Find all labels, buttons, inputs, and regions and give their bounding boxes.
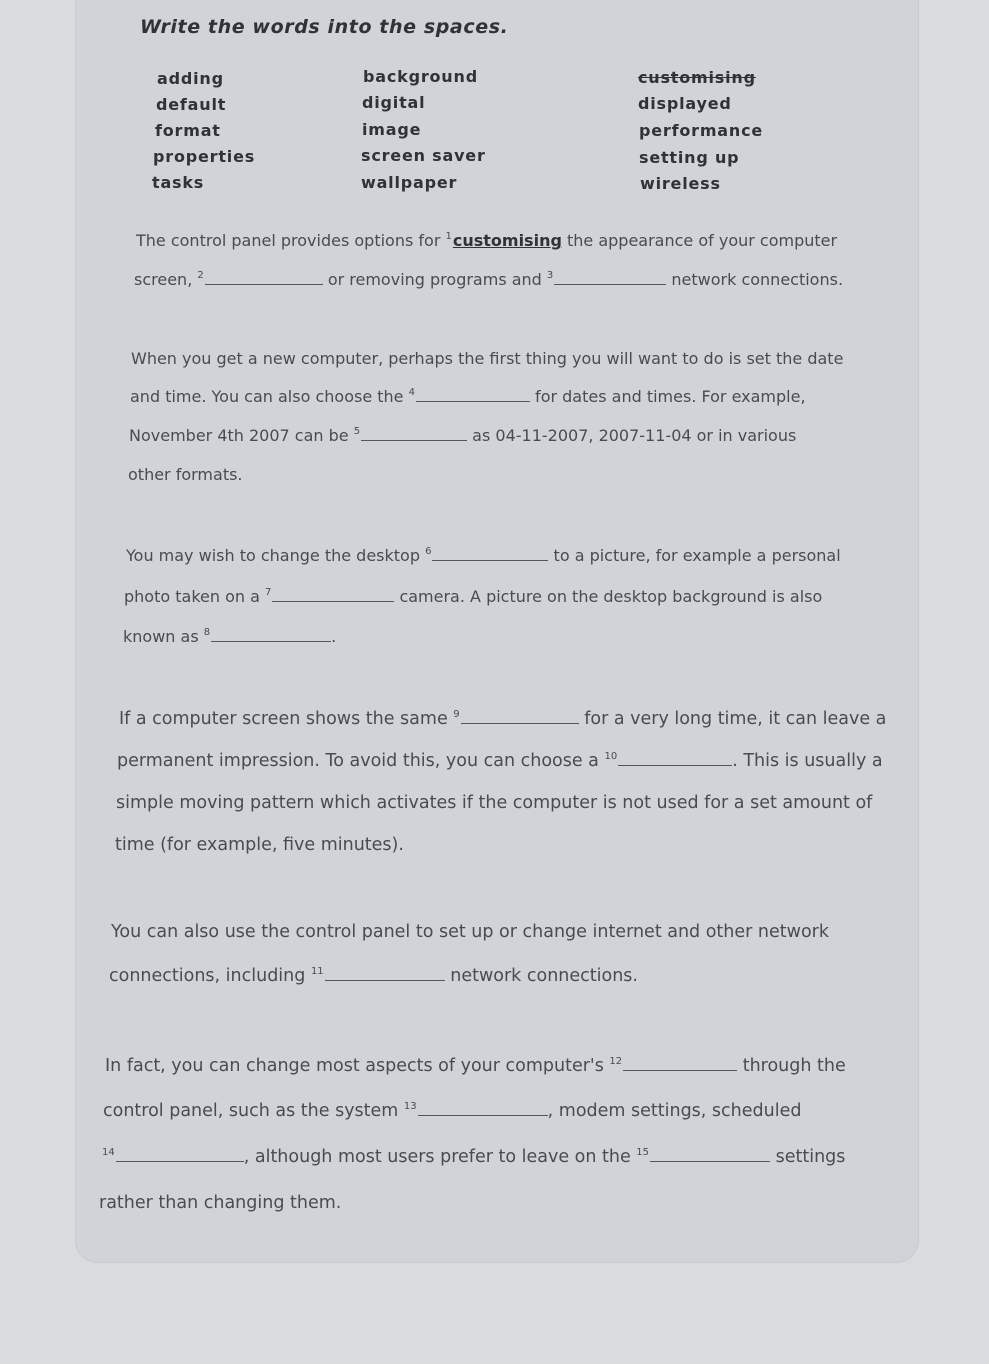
blank-5[interactable] bbox=[361, 426, 467, 441]
word-background: background bbox=[363, 67, 478, 86]
blank-2[interactable] bbox=[205, 270, 323, 285]
blank-4[interactable] bbox=[416, 387, 530, 402]
p2-line2 bbox=[130, 387, 806, 406]
text-span: settings bbox=[770, 1147, 846, 1167]
word-displayed: displayed bbox=[638, 94, 732, 113]
blank-number: 7 bbox=[264, 587, 272, 598]
text-span: photo taken on a bbox=[124, 587, 265, 606]
blank-number: 11 bbox=[310, 966, 324, 977]
text-span: and time. You can also choose the bbox=[130, 387, 409, 406]
blank-13[interactable] bbox=[418, 1101, 548, 1116]
p6-line4: rather than changing them. bbox=[99, 1193, 342, 1213]
text-span: , modem settings, scheduled bbox=[547, 1101, 802, 1121]
blank-7[interactable] bbox=[272, 587, 394, 602]
blank-number: 6 bbox=[425, 546, 432, 557]
text-span: screen, bbox=[134, 270, 198, 289]
exercise-title: Write the words into the spaces. bbox=[140, 16, 509, 38]
word-image: image bbox=[362, 120, 422, 139]
text-span: connections, including bbox=[109, 966, 311, 986]
p3-line2 bbox=[124, 587, 822, 606]
text-span: . This is usually a bbox=[732, 751, 883, 771]
blank-8[interactable] bbox=[211, 627, 331, 642]
word-format: format bbox=[155, 121, 221, 140]
word-properties: properties bbox=[153, 147, 256, 166]
p3-line3 bbox=[123, 627, 336, 646]
p2-line1: When you get a new computer, perhaps the first thing you will want to do is set the date bbox=[131, 349, 844, 368]
text-span: , although most users prefer to leave on the bbox=[243, 1147, 637, 1167]
text-span: The control panel provides options for bbox=[136, 231, 446, 250]
p4-line4: time (for example, five minutes). bbox=[115, 835, 404, 855]
word-customising: customising bbox=[638, 68, 756, 87]
blank-number: 1 bbox=[445, 231, 452, 242]
blank-number: 5 bbox=[353, 426, 361, 437]
p1-line2 bbox=[134, 270, 843, 289]
p5-line1: You can also use the control panel to set up or change internet and other network bbox=[111, 922, 829, 942]
text-span: to a picture, for example a personal bbox=[548, 546, 841, 565]
blank-number: 8 bbox=[203, 627, 211, 638]
answer-1-filled: customising bbox=[452, 231, 562, 250]
blank-9[interactable] bbox=[461, 709, 579, 724]
p6-line2 bbox=[103, 1101, 801, 1121]
text-span: network connections. bbox=[444, 966, 638, 986]
blank-number: 12 bbox=[609, 1056, 623, 1067]
text-span: the appearance of your computer bbox=[561, 231, 838, 250]
blank-number: 15 bbox=[636, 1147, 650, 1158]
text-span: . bbox=[331, 627, 337, 646]
p4-line3: simple moving pattern which activates if the computer is not used for a set amount of bbox=[116, 793, 873, 813]
blank-number: 4 bbox=[408, 387, 415, 398]
text-span: for dates and times. For example, bbox=[529, 387, 806, 406]
text-span: or removing programs and bbox=[322, 270, 547, 289]
blank-10[interactable] bbox=[618, 751, 732, 766]
text-span: If a computer screen shows the same bbox=[119, 709, 454, 729]
text-span: permanent impression. To avoid this, you can choose a bbox=[117, 751, 605, 771]
blank-number: 14 bbox=[102, 1147, 115, 1158]
p2-line4: other formats. bbox=[128, 465, 243, 484]
p4-line2 bbox=[117, 751, 883, 771]
blank-15[interactable] bbox=[650, 1147, 770, 1162]
word-adding: adding bbox=[157, 69, 224, 88]
word-wireless: wireless bbox=[640, 174, 721, 193]
text-span: November 4th 2007 can be bbox=[129, 426, 354, 445]
p6-line1 bbox=[105, 1056, 846, 1076]
blank-number: 13 bbox=[403, 1101, 417, 1112]
blank-number: 2 bbox=[197, 270, 204, 281]
p5-line2 bbox=[109, 966, 638, 986]
blank-3[interactable] bbox=[554, 270, 666, 285]
word-screen-saver: screen saver bbox=[361, 146, 486, 165]
text-span: In fact, you can change most aspects of your computer's bbox=[105, 1056, 610, 1076]
text-span: through the bbox=[737, 1056, 846, 1076]
text-span: control panel, such as the system bbox=[103, 1101, 404, 1121]
blank-12[interactable] bbox=[623, 1056, 737, 1071]
text-span: You may wish to change the desktop bbox=[126, 546, 426, 565]
blank-11[interactable] bbox=[325, 966, 445, 981]
text-span: as 04-11-2007, 2007-11-04 or in various bbox=[467, 426, 797, 445]
word-setting-up: setting up bbox=[639, 148, 740, 167]
p3-line1 bbox=[126, 546, 841, 565]
text-span: network connections. bbox=[666, 270, 844, 289]
blank-number: 9 bbox=[453, 709, 460, 720]
p4-line1 bbox=[119, 709, 886, 729]
text-span: camera. A picture on the desktop background is also bbox=[394, 587, 823, 606]
word-performance: performance bbox=[639, 121, 764, 140]
blank-number: 10 bbox=[604, 751, 618, 762]
blank-6[interactable] bbox=[432, 546, 548, 561]
blank-14[interactable] bbox=[116, 1147, 244, 1162]
p1-line1 bbox=[136, 231, 837, 250]
word-wallpaper: wallpaper bbox=[361, 173, 458, 192]
word-tasks: tasks bbox=[152, 173, 205, 192]
blank-number: 3 bbox=[546, 270, 554, 281]
text-span: for a very long time, it can leave a bbox=[578, 709, 887, 729]
p6-line3 bbox=[102, 1147, 845, 1167]
p2-line3 bbox=[129, 426, 796, 445]
word-default: default bbox=[156, 95, 227, 114]
word-digital: digital bbox=[362, 93, 426, 112]
text-span: known as bbox=[123, 627, 204, 646]
